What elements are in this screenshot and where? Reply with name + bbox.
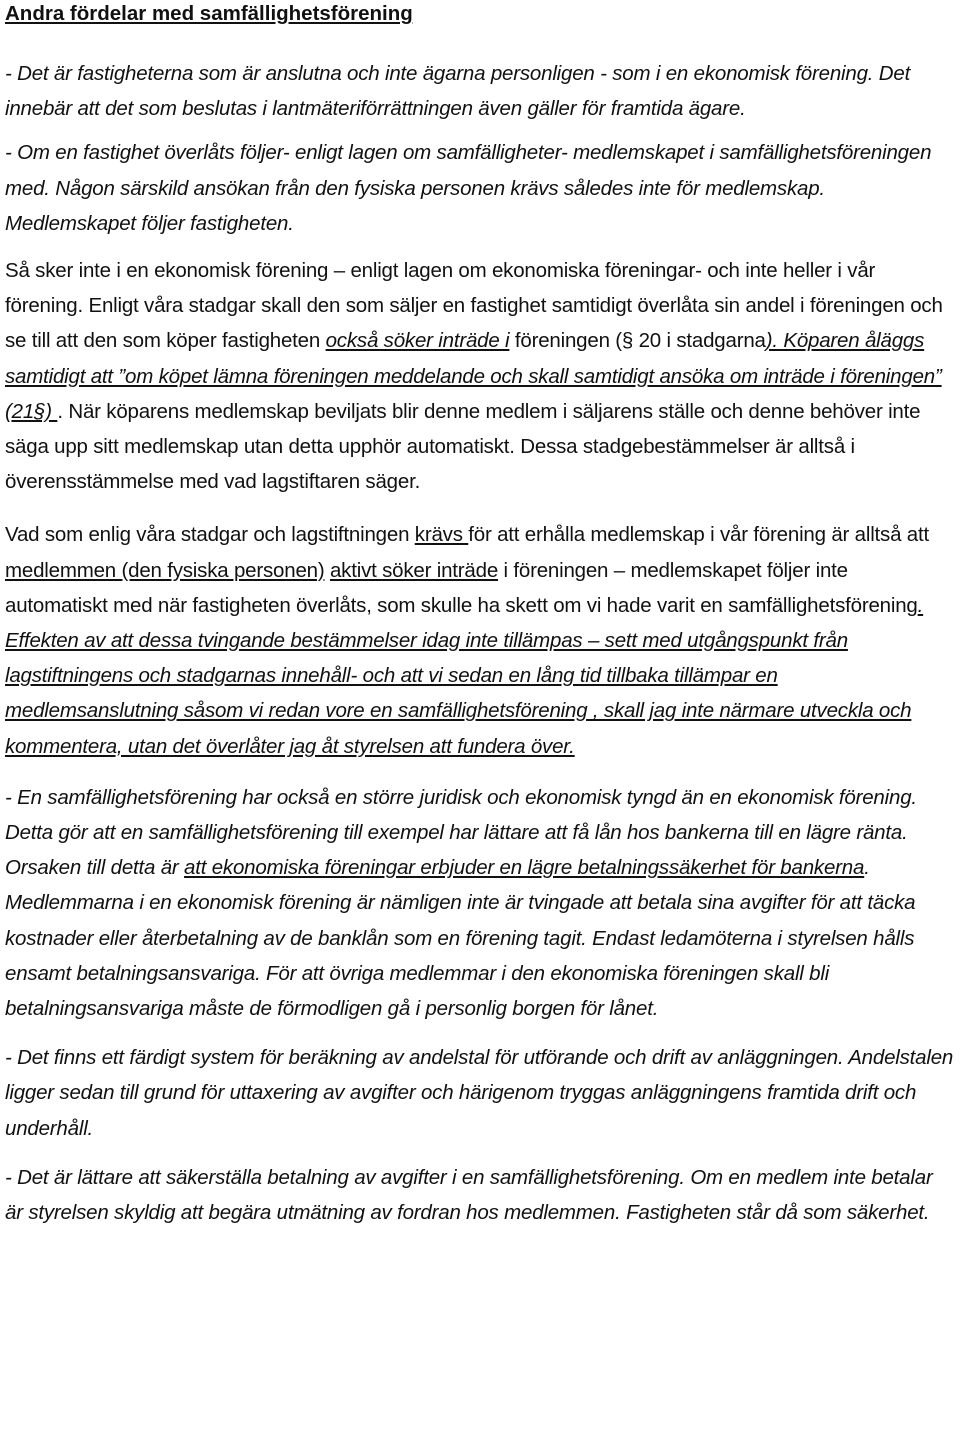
text-run: medlemmen (den fysiska personen)	[5, 558, 325, 582]
paragraph-ekonomisk-forening-stadgar	[5, 253, 955, 499]
paragraph-overlatelse-medlemskap	[5, 135, 955, 241]
document-page	[5, 0, 955, 1230]
text-run: - Det är fastigheterna som är anslutna och inte ägarna personligen - som i en ekonomisk förening. Det innebär att det som beslutas i lantmäteriförrättningen även gäller för framtida ägare.	[5, 62, 911, 121]
text-run: - Det är lättare att säkerställa betalning av avgifter i en samfällighetsförening. Om en medlem inte betalar är styrelsen skyldig att begära utmätning av fordran hos medlemmen. Fastigheten står då som säkerhet.	[5, 1165, 933, 1225]
text-run: - En samfällighetsförening har också en större juridisk och ekonomisk tyngd än en ekonomisk förening. Detta gör att en samfällighetsförening till exempel har lättare att få lån hos bankerna till en lägre ränta. Orsaken till detta är	[5, 785, 917, 880]
text-run: också söker inträde i	[325, 329, 510, 353]
paragraph-juridisk-tyngd	[5, 780, 955, 1026]
text-run: att ekonomiska föreningar erbjuder en lägre betalningssäkerhet för bankerna	[184, 856, 865, 880]
text-run: . Medlemmarna i en ekonomisk förening är nämligen inte är tvingade att betala sina avgifter för att täcka kostnader eller återbetalning av de banklån som en förening tagit. Endast ledamöterna i styrelsen hålls ensamt betalningsansvariga. För att övriga medlemmar i den ekonomiska föreningen skall bli betalningsansvariga måste de förmodligen gå i personlig borgen för lånet.	[5, 856, 916, 1021]
paragraph-betalning-avgifter	[5, 1160, 955, 1230]
text-run: för att erhålla medlemskap i vår förening är alltså att	[468, 523, 929, 547]
text-run: . Effekten av att dessa tvingande bestämmelser idag inte tillämpas – sett med utgångspunkt från lagstiftningens och stadgarnas innehåll- och att vi sedan en lång tid tillbaka tillämpar en medlemsanslutning såsom vi redan vore en samfällighetsförening , skall jag inte närmare utveckla och kommentera, utan det överlåter jag åt styrelsen att fundera över.	[5, 593, 924, 758]
document-title: Andra fördelar med samfällighetsförening	[5, 2, 413, 25]
text-run: aktivt söker inträde	[329, 558, 499, 582]
text-run: föreningen (§ 20 i stadgarna	[509, 329, 766, 353]
text-run: krävs	[414, 523, 469, 547]
text-run: ). Köparen åläggs samtidigt att ”om köpet lämna föreningen meddelande och skall samtidigt ansöka om inträde i föreningen” (21§)	[5, 329, 942, 423]
text-run: Vad som enlig våra stadgar och lagstiftningen	[5, 523, 415, 547]
text-run: . När köparens medlemskap beviljats blir denne medlem i säljarens ställe och denne behöver inte säga upp sitt medlemskap utan detta upphör automatiskt. Dessa stadgebestämmelser är alltså i överensstämmelse med vad lagstiftaren säger.	[5, 399, 921, 494]
paragraph-krav-medlemskap	[5, 517, 955, 763]
text-run: - Om en fastighet överlåts följer- enligt lagen om samfälligheter- medlemskapet i samfällighetsföreningen med. Någon särskild ansökan från den fysiska personen krävs således inte för medlemskap. Medlemskapet följer fastigheten.	[5, 141, 932, 235]
paragraph-andelstal	[5, 1040, 955, 1146]
text-run: Så sker inte i en ekonomisk förening – enligt lagen om ekonomiska föreningar- och inte heller i vår förening. Enligt våra stadgar skall den som säljer en fastighet samtidigt överlåta sin andel i föreningen och se till att den som köper fastigheten	[5, 259, 943, 353]
text-run: - Det finns ett färdigt system för beräkning av andelstal för utförande och drift av anläggningen. Andelstalen ligger sedan till grund för uttaxering av avgifter och härigenom tryggas anläggningens framtida drift och underhåll.	[5, 1046, 954, 1140]
text-run: i föreningen – medlemskapet följer inte automatiskt med när fastigheten överlåts, som skulle ha skett om vi hade varit en samfällighetsförening	[5, 558, 918, 617]
paragraph-fastigheterna-anslutna	[5, 56, 955, 126]
